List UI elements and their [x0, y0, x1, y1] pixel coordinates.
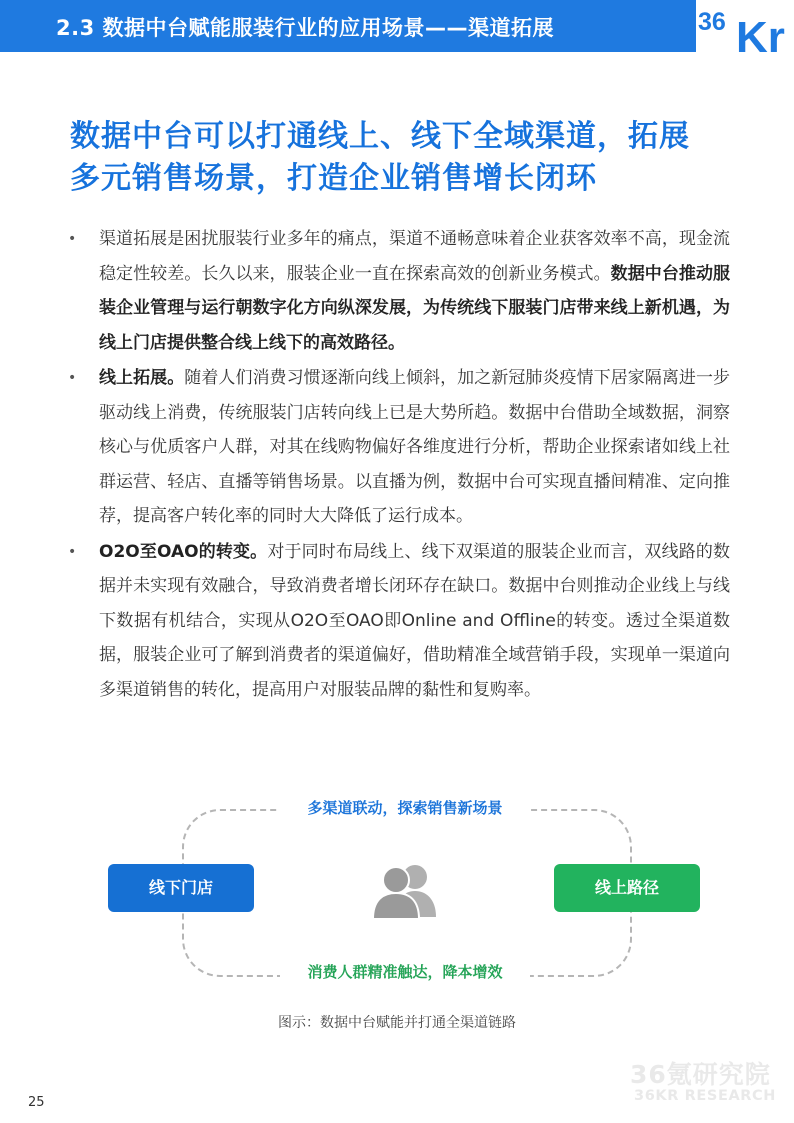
- bullet-dot-icon: •: [68, 231, 77, 247]
- bullet-text: 随着人们消费习惯逐渐向线上倾斜，加之新冠肺炎疫情下居家隔离进一步驱动线上消费，传统服装门店转向线上已是大势所趋。数据中台借助全域数据，洞察核心与优质客户人群，对其在线购物偏好各维度进行分析，帮助企业探索诸如线上社群运营、轻店、直播等销售场景。以直播为例，数据中台可实现直播间精准、定向推荐，提高客户转化率的同时大大降低了运行成本。: [99, 368, 731, 526]
- bullet-dot-icon: •: [68, 370, 77, 386]
- bullet-dot-icon: •: [68, 543, 77, 560]
- bullet-text: 对于同时布局线上、线下双渠道的服装企业而言，双线路的数据并未实现有效融合，导致消费者增长闭环存在缺口。数据中台则推动企业线上与线下数据有机结合，实现从O2O至OAO即Online and Offline的转变。透过全渠道数据，服装企业可了解到消费者的渠道偏好，借助精准全域营销手段，实现单一渠道向多渠道销售的转化，提高用户对服装品牌的黏性和复购率。: [99, 541, 730, 700]
- diagram-top-label: 多渠道联动，探索销售新场景: [280, 797, 530, 818]
- watermark-cn: 36氪研究院: [630, 1060, 771, 1089]
- online-path-box: 线上路径: [554, 864, 700, 912]
- channel-diagram: [100, 795, 710, 985]
- main-heading-line-2: 多元销售场景，打造企业销售增长闭环: [70, 161, 597, 196]
- bullet-list: [66, 222, 730, 708]
- bullet-bold-text: 数据中台推动服装企业管理与运行朝数字化方向纵深发展，为传统线下服装门店带来线上新机遇，为线上门店提供整合线上线下的高效路径。: [99, 263, 731, 353]
- diagram-bottom-label: 消费人群精准触达，降本增效: [280, 961, 530, 982]
- section-title: 2.3 数据中台赋能服装行业的应用场景——渠道拓展: [56, 16, 555, 40]
- svg-text:36: 36: [698, 8, 726, 36]
- main-heading: [70, 116, 750, 200]
- watermark-en: 36KR RESEARCH: [634, 1088, 777, 1104]
- people-icon: [370, 861, 440, 921]
- bullet-lead: 线上拓展。: [99, 368, 185, 388]
- offline-store-box: 线下门店: [108, 864, 254, 912]
- bullet-text: 渠道拓展是困扰服装行业多年的痛点，渠道不通畅意味着企业获客效率不高，现金流稳定性较差。长久以来，服装企业一直在探索高效的创新业务模式。: [99, 229, 730, 284]
- bullet-online-expansion: [66, 361, 730, 534]
- bullet-lead: O2O至OAO的转变。: [99, 541, 268, 562]
- header-bar: [0, 0, 765, 52]
- bullet-o2o-to-oao: [66, 535, 730, 708]
- page-number: 25: [28, 1095, 45, 1110]
- 36kr-logo: [696, 0, 794, 52]
- bullet-channel-expansion: [66, 222, 730, 360]
- main-heading-line-1: 数据中台可以打通线上、线下全域渠道，拓展: [70, 119, 690, 154]
- svg-text:Kr: Kr: [736, 13, 785, 52]
- figure-caption: 图示：数据中台赋能并打通全渠道链路: [278, 1015, 516, 1031]
